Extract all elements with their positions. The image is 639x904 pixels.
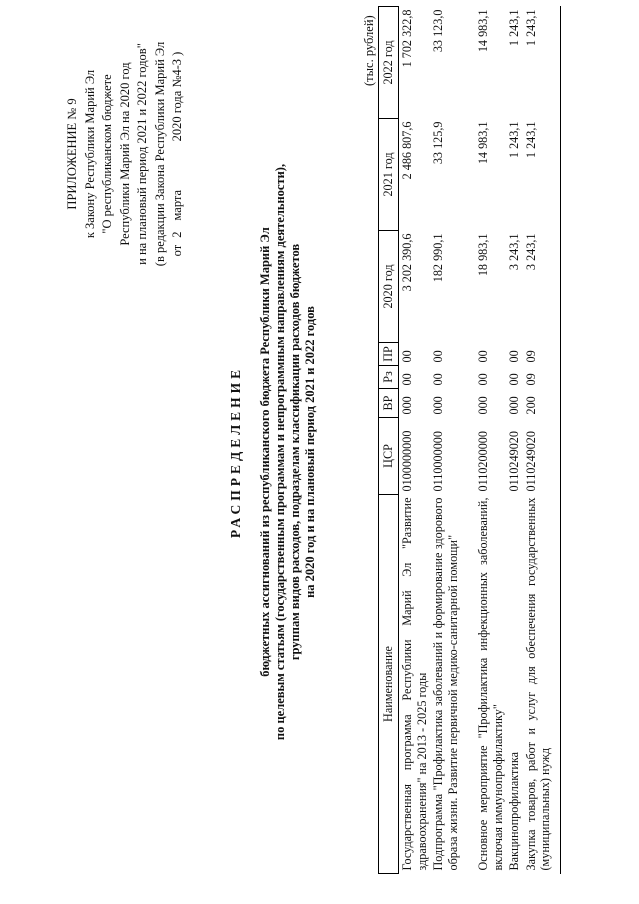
title-heading: РАСПРЕДЕЛЕНИЕ	[228, 365, 243, 539]
cell-2020: 3 202 390,6	[400, 233, 414, 292]
title-line-3: группам видов расходов, подразделам классификации расходов бюджетов	[288, 243, 302, 661]
cell-2021: 33 125,9	[431, 121, 445, 165]
cell-csr: 0110200000	[476, 431, 490, 492]
appendix-year: Республики Марий Эл на 2020 год	[117, 62, 132, 246]
cell-2020: 18 983,1	[476, 233, 490, 277]
appendix-number: ПРИЛОЖЕНИЕ № 9	[65, 98, 79, 210]
cell-2022: 14 983,1	[476, 9, 490, 53]
appendix-budget: "О республиканском бюджете	[100, 74, 114, 234]
cell-rz: 00	[476, 373, 490, 386]
cell-rz: 09	[523, 373, 538, 386]
cell-vr: 000	[507, 396, 521, 415]
appendix-law: к Закону Республики Марий Эл	[82, 69, 97, 239]
cell-pr: 09	[523, 350, 538, 363]
cell-2020: 182 990,1	[431, 233, 445, 283]
header-pr: ПР	[379, 343, 399, 366]
cell-vr: 000	[400, 396, 414, 415]
cell-rz: 00	[507, 373, 521, 386]
header-csr: ЦСР	[379, 418, 399, 495]
cell-2021: 1 243,1	[523, 121, 538, 159]
cell-name: Государственная программа Республики Марий Эл "Развитие здравоохранения" на 2013 - 2025 годы	[400, 497, 429, 871]
cell-csr: 0110249020	[507, 431, 521, 492]
table-row	[506, 7, 523, 874]
units-label: (тыс. рублей)	[362, 15, 376, 86]
cell-pr: 00	[431, 350, 445, 363]
date-month: марта	[170, 189, 184, 221]
appendix-date	[169, 24, 187, 284]
appendix-edition: (в редакции Закона Республики Марий Эл	[152, 41, 167, 267]
header-name: Наименование	[379, 495, 399, 874]
cell-vr: 200	[523, 396, 538, 415]
table-row	[430, 7, 475, 874]
date-day: 2	[170, 231, 184, 238]
header-2021: 2021 год	[379, 119, 399, 231]
cell-2020: 3 243,1	[523, 233, 538, 271]
header-2022: 2022 год	[379, 7, 399, 119]
title-line-2: по целевым статьям (государственным программам и непрограммным направлениям деятельности),	[273, 163, 287, 741]
appendix-block	[64, 24, 187, 284]
header-vr: ВР	[379, 389, 399, 418]
cell-2021: 1 243,1	[507, 121, 521, 159]
cell-rz: 00	[400, 373, 414, 386]
cell-vr: 000	[431, 396, 445, 415]
cell-pr: 00	[476, 350, 490, 363]
cell-vr: 000	[476, 396, 490, 415]
cell-name: Основное мероприятие "Профилактика инфекционных заболеваний, включая иммунопрофилактику"	[476, 497, 505, 871]
date-rest: 2020 года №4-З )	[170, 51, 184, 142]
cell-2022: 1 243,1	[507, 9, 521, 47]
table-row	[399, 7, 431, 874]
cell-2022: 1 243,1	[523, 9, 538, 47]
cell-rz: 00	[431, 373, 445, 386]
cell-csr: 0110000000	[431, 431, 445, 492]
cell-2022: 1 702 322,8	[400, 9, 414, 68]
header-2020: 2020 год	[379, 231, 399, 343]
header-rz: Рз	[379, 366, 399, 389]
cell-pr: 00	[507, 350, 521, 363]
table-row	[475, 7, 506, 874]
cell-name: Закупка товаров, работ и услуг для обеспечения государственных (муниципальных) нужд	[523, 497, 552, 871]
title-line-1: бюджетных ассигнований из республиканского бюджета Республики Марий Эл	[258, 227, 272, 677]
cell-name: Вакцинопрофилактика	[507, 752, 521, 871]
cell-2021: 2 486 807,6	[400, 121, 414, 180]
document-title	[228, 0, 318, 904]
cell-pr: 00	[400, 350, 414, 363]
appendix-period: и на плановый период 2021 и 2022 годов"	[135, 43, 149, 265]
cell-name: Подпрограмма "Профилактика заболеваний и формирование здорового образа жизни. Развитие первичной медико-санитарной помощи"	[431, 497, 460, 871]
table-row	[523, 7, 554, 874]
cell-2021: 14 983,1	[476, 121, 490, 165]
cell-2022: 33 123,0	[431, 9, 445, 53]
title-line-4: на 2020 год и на плановый период 2021 и 2022 годов	[303, 306, 317, 598]
allocation-table	[378, 6, 554, 874]
date-from: от	[170, 244, 184, 257]
table-header	[379, 7, 399, 874]
cell-csr: 0110249020	[523, 431, 538, 492]
cell-csr: 0100000000	[400, 430, 414, 492]
table-bottom-rule	[560, 6, 561, 874]
cell-2020: 3 243,1	[507, 233, 521, 271]
